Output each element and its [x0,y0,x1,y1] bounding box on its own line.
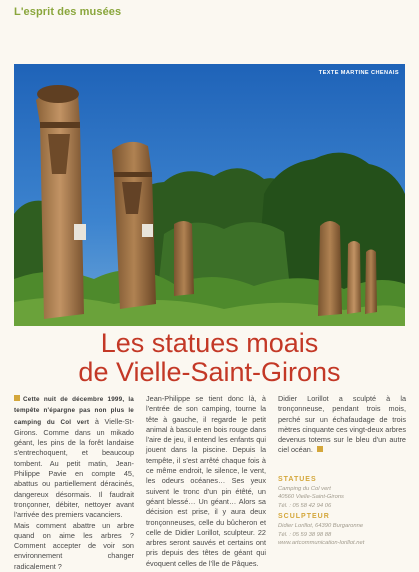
column-3-paragraph-1-text: Didier Lorillot a sculpté à la tronçonneuse, pendant trois mois, perché sur un échafaudage de trois mètres cinquante ces vingt-deux arbres devenus totems sur le bleu d'un autre ciel océan. [278,394,406,455]
statues-photo [14,64,405,326]
sculpteur-line: Didier Lorillot, 64390 Burgaronne [278,523,364,530]
drop-square-icon [14,395,20,401]
statues-line: Tél. : 05 58 42 94 06 [278,502,332,509]
headline-line-1: Les statues moais [100,328,319,358]
end-square-icon [317,446,323,452]
column-1-paragraph-1-text: à Vielle-St-Girons. Comme dans un mikado géant, les pins de la forêt landaise s'entrechoquent, et beaucoup tombent. Au petit matin, Jean-Philippe Pavie en compte 45, abattus ou partiellement déracinés, dangereux désormais. Il faudrait tronçonner, débiter, nettoyer avant l'arrivée des premiers vacanciers. [14,416,135,520]
column-2-paragraph-1: Jean-Philippe se tient donc là, à l'entrée de son camping, tourne la tête à gauche, il regarde le petit animal à bascule en bois rouge dans l'aire de jeu, il entend les enfants qui jouent dans la piscine. Depuis la tempête, il s'est arrêté chaque fois à ce même endroit, le silence, le vent, les odeurs océanes… Ses yeux suivent le tronc d'un pin étêté, un géant blessé… Un géant… Alors sa décision est prise, il y aura deux tronçonneuses, celle du bûcheron et celle de Didier Lorillot, sculpteur. 22 arbres seront sauvés et certains ont pris depuis des têtes de géant qui évoquent celles de l'île de Pâques. [146,394,266,568]
article-headline [0,329,419,387]
section-header: L'esprit des musées [14,6,122,18]
column-1-paragraph-2: Mais comment abattre un arbre quand on aime les arbres ? Comment accepter de voir son environnement changer radicalement ? [14,520,134,571]
statues-line: Camping du Col vert [278,486,331,492]
statues-photo-illustration [14,64,405,326]
info-sidebox [278,475,406,547]
column-1-paragraph-1 [14,394,134,521]
article-column-1 [14,394,134,572]
photo-credit: TEXTE MARTINE CHENAIS [318,70,399,76]
statues-line: 40560 Vielle-Saint-Girons [278,494,344,501]
article-column-2 [146,394,266,569]
column-3-paragraph-1 [278,394,406,456]
sculpteur-website-link[interactable]: www.artcommunication-lorillot.net [278,540,365,547]
statues-title: STATUES [278,476,317,483]
sculpteur-title: SCULPTEUR [278,513,330,521]
sculpteur-line: Tél. : 05 59 38 98 88 [278,531,332,538]
lead-in-caps: Cette nuit de décembre 1999, la tempête n'épargne pas non plus le camping du Col vert [14,396,134,426]
article-column-3 [278,394,406,456]
headline-line-2: de Vielle-Saint-Girons [78,357,341,387]
